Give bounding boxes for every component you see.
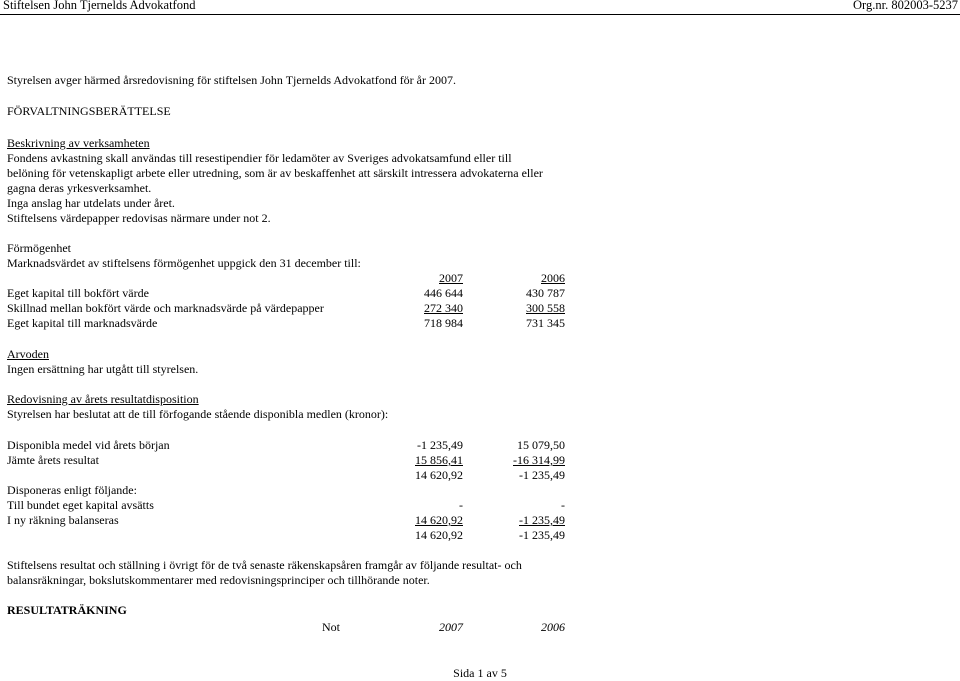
resultatrakning-heading: RESULTATRÄKNING — [7, 603, 127, 617]
table-cell-a: - — [459, 498, 463, 512]
table-row-label: Jämte årets resultat — [7, 453, 99, 467]
table-cell-a: 14 620,92 — [415, 513, 463, 527]
table-row-label: I ny räkning balanseras — [7, 513, 119, 527]
resultatrakning-col-2007: 2007 — [439, 620, 463, 634]
table-cell-b: 15 079,50 — [517, 438, 565, 452]
table-row-label: Disponibla medel vid årets början — [7, 438, 170, 452]
table-cell-b: -16 314,99 — [513, 453, 565, 467]
org-name: Stiftelsen John Tjernelds Advokatfond — [3, 0, 196, 12]
verksamhet-line: belöning för vetenskapligt arbete eller utredning, som är av beskaffenhet att särskilt intressera advokaterna eller — [7, 166, 543, 180]
org-number: Org.nr. 802003-5237 — [853, 0, 958, 12]
page-number: Sida 1 av 5 — [453, 666, 507, 680]
resultatdisposition-heading: Redovisning av årets resultatdisposition — [7, 392, 199, 406]
verksamhet-line: Stiftelsens värdepapper redovisas närmare under not 2. — [7, 211, 271, 225]
verksamhet-line: Fondens avkastning skall användas till resestipendier för ledamöter av Sveriges advokatsamfund eller till — [7, 151, 512, 165]
closing-line: Stiftelsens resultat och ställning i övrigt för de två senaste räkenskapsåren framgår av följande resultat- och — [7, 558, 522, 572]
table-cell-2006: 300 558 — [526, 301, 565, 315]
table-cell-a: 14 620,92 — [415, 528, 463, 542]
table-row-label: Eget kapital till marknadsvärde — [7, 316, 158, 330]
verksamhet-line: gagna deras yrkesverksamhet. — [7, 181, 152, 195]
resultatrakning-col-not: Not — [322, 620, 340, 634]
closing-line: balansräkningar, bokslutskommentarer med redovisningsprinciper och tillhörande noter. — [7, 573, 430, 587]
table-cell-b: -1 235,49 — [519, 528, 565, 542]
resultatrakning-col-2006: 2006 — [541, 620, 565, 634]
page-header — [0, 0, 960, 15]
table-cell-b: - — [561, 498, 565, 512]
forvaltning-heading: FÖRVALTNINGSBERÄTTELSE — [7, 104, 171, 118]
verksamhet-line: Inga anslag har utdelats under året. — [7, 196, 175, 210]
table-cell-2007: 272 340 — [424, 301, 463, 315]
table-cell-2006: 430 787 — [526, 286, 565, 300]
table-row-label: Eget kapital till bokfört värde — [7, 286, 149, 300]
arvoden-heading: Arvoden — [7, 347, 49, 361]
formogenhet-col-2007: 2007 — [439, 271, 463, 285]
formogenhet-heading: Förmögenhet — [7, 241, 71, 255]
table-cell-a: -1 235,49 — [417, 438, 463, 452]
table-row-label: Till bundet eget kapital avsätts — [7, 498, 154, 512]
formogenhet-intro: Marknadsvärdet av stiftelsens förmögenhet uppgick den 31 december till: — [7, 256, 361, 270]
table-cell-2006: 731 345 — [526, 316, 565, 330]
verksamhet-heading: Beskrivning av verksamheten — [7, 136, 150, 150]
intro-text: Styrelsen avger härmed årsredovisning för stiftelsen John Tjernelds Advokatfond för år 2007. — [7, 73, 457, 87]
table-row-label: Disponeras enligt följande: — [7, 483, 137, 497]
table-cell-b: -1 235,49 — [519, 468, 565, 482]
table-cell-a: 15 856,41 — [415, 453, 463, 467]
table-row-label: Skillnad mellan bokfört värde och marknadsvärde på värdepapper — [7, 301, 324, 315]
table-cell-a: 14 620,92 — [415, 468, 463, 482]
table-cell-2007: 718 984 — [424, 316, 463, 330]
resultatdisposition-intro: Styrelsen har beslutat att de till förfogande stående disponibla medlen (kronor): — [7, 407, 389, 421]
arvoden-text: Ingen ersättning har utgått till styrelsen. — [7, 362, 199, 376]
formogenhet-col-2006: 2006 — [541, 271, 565, 285]
table-cell-2007: 446 644 — [424, 286, 463, 300]
table-cell-b: -1 235,49 — [519, 513, 565, 527]
